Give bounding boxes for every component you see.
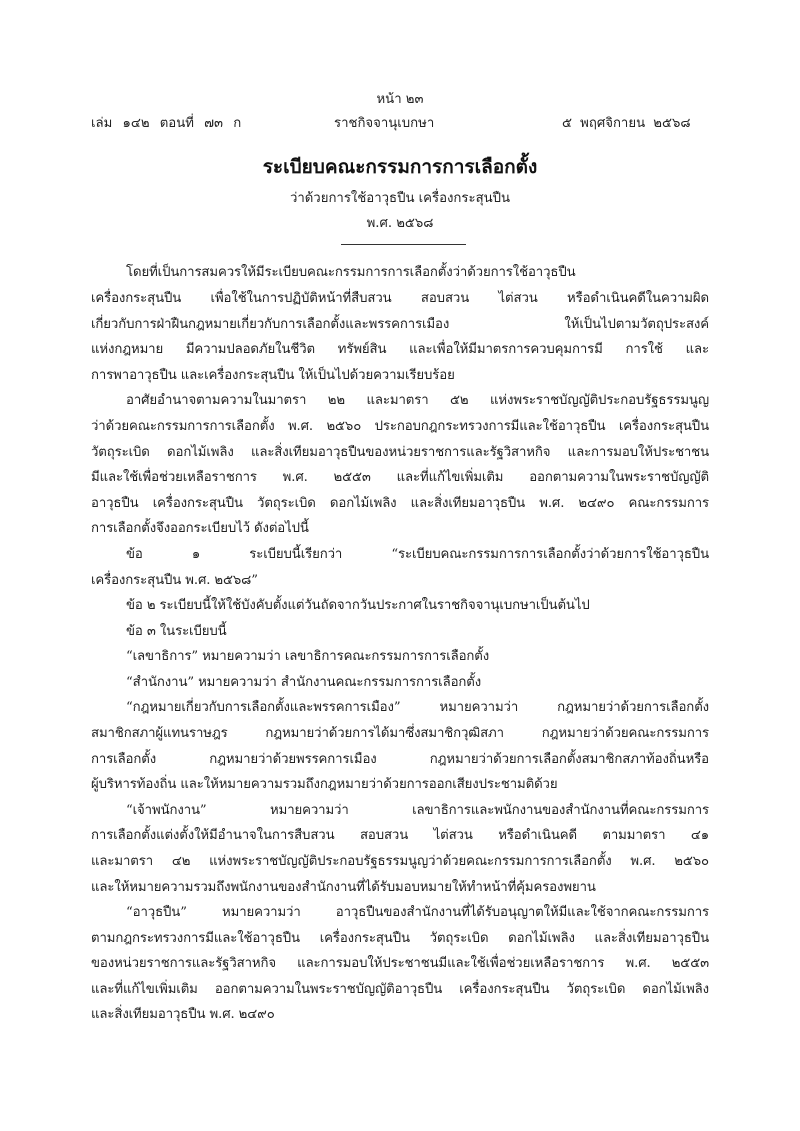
body-line: อาศัยอำนาจตามความในมาตรา ๒๒ และมาตรา ๕๒ แห่งพระราชบัญญัติประกอบรัฐธรรมนูญ: [126, 393, 709, 408]
definition-firearm: “อาวุธปืน” หมายความว่า อาวุธปืนของสำนักงานที่ได้รับอนุญาตให้มีและใช้จากคณะกรรมการ: [126, 905, 709, 920]
gazette-volume-issue: เล่ม ๑๔๒ ตอนที่ ๗๓ ก: [91, 116, 242, 131]
definition-officer: “เจ้าพนักงาน” หมายความว่า เลขาธิการและพนักงานของสำนักงานที่คณะกรรมการ: [126, 803, 709, 818]
body-line: ของหน่วยราชการและรัฐวิสาหกิจ และการมอบให้ประชาชนมีและใช้เพื่อช่วยเหลือราชการ พ.ศ. ๒๕๕๓: [91, 956, 709, 971]
body-line: และสิ่งเทียมอาวุธปืน พ.ศ. ๒๔๙๐: [91, 1007, 275, 1022]
body-line: ผู้บริหารท้องถิ่น และให้หมายความรวมถึงกฎหมายว่าด้วยการออกเสียงประชามติด้วย: [91, 777, 558, 792]
body-line: สมาชิกสภาผู้แทนราษฎร กฎหมายว่าด้วยการได้มาซึ่งสมาชิกวุฒิสภา กฎหมายว่าด้วยคณะกรรมการ: [91, 726, 709, 741]
clause-1: ข้อ ๑ ระเบียบนี้เรียกว่า “ระเบียบคณะกรรมการการเลือกตั้งว่าด้วยการใช้อาวุธปืน: [126, 547, 709, 562]
clause-3: ข้อ ๓ ในระเบียบนี้: [126, 624, 227, 639]
body-line: การเลือกตั้งแต่งตั้งให้มีอำนาจในการสืบสวน สอบสวน ไต่สวน หรือดำเนินคดี ตามมาตรา ๔๑: [91, 828, 709, 843]
body-line: มีและใช้เพื่อช่วยเหลือราชการ พ.ศ. ๒๕๕๓ และที่แก้ไขเพิ่มเติม ออกตามความในพระราชบัญญัติ: [91, 470, 709, 485]
gazette-date: ๕ พฤศจิกายน ๒๕๖๘: [562, 116, 691, 131]
gazette-name: ราชกิจจานุเบกษา: [334, 116, 435, 131]
body-line: ตามกฎกระทรวงการมีและใช้อาวุธปืน เครื่องกระสุนปืน วัตถุระเบิด ดอกไม้เพลิง และสิ่งเทียมอาวุธปืน: [91, 931, 709, 946]
body-line: วัตถุระเบิด ดอกไม้เพลิง และสิ่งเทียมอาวุธปืนของหน่วยราชการและรัฐวิสาหกิจ และการมอบให้ประชาชน: [91, 445, 709, 460]
document-year: พ.ศ. ๒๕๖๘: [366, 216, 434, 231]
document-subtitle: ว่าด้วยการใช้อาวุธปืน เครื่องกระสุนปืน: [289, 191, 511, 206]
body-line: เครื่องกระสุนปืน เพื่อใช้ในการปฏิบัติหน้าที่สืบสวน สอบสวน ไต่สวน หรือดำเนินคดีในความผิด: [91, 291, 709, 306]
body-line: อาวุธปืน เครื่องกระสุนปืน วัตถุระเบิด ดอกไม้เพลิง และสิ่งเทียมอาวุธปืน พ.ศ. ๒๔๙๐ คณะกรรมการ: [91, 496, 709, 511]
body-line: แห่งกฎหมาย มีความปลอดภัยในชีวิต ทรัพย์สิน และเพื่อให้มีมาตรการควบคุมการมี การใช้ และ: [91, 342, 709, 357]
body-line: ว่าด้วยคณะกรรมการการเลือกตั้ง พ.ศ. ๒๕๖๐ ประกอบกฎกระทรวงการมีและใช้อาวุธปืน เครื่องกระสุนปืน: [91, 419, 709, 434]
definition-office: “สำนักงาน” หมายความว่า สำนักงานคณะกรรมการการเลือกตั้ง: [126, 675, 482, 690]
clause-2: ข้อ ๒ ระเบียบนี้ให้ใช้บังคับตั้งแต่วันถัดจากวันประกาศในราชกิจจานุเบกษาเป็นต้นไป: [126, 598, 590, 613]
body-line: เครื่องกระสุนปืน พ.ศ. ๒๕๖๘”: [91, 573, 258, 588]
body-line: โดยที่เป็นการสมควรให้มีระเบียบคณะกรรมการการเลือกตั้งว่าด้วยการใช้อาวุธปืน: [126, 265, 576, 280]
page-number: หน้า ๒๓: [376, 92, 424, 107]
body-line: และมาตรา ๔๒ แห่งพระราชบัญญัติประกอบรัฐธรรมนูญว่าด้วยคณะกรรมการการเลือกตั้ง พ.ศ. ๒๕๖๐: [91, 854, 709, 869]
title-divider: [341, 244, 466, 245]
body-line: และที่แก้ไขเพิ่มเติม ออกตามความในพระราชบัญญัติอาวุธปืน เครื่องกระสุนปืน วัตถุระเบิด ดอกไม้เพลิง: [91, 982, 709, 997]
body-line: เกี่ยวกับการฝ่าฝืนกฎหมายเกี่ยวกับการเลือกตั้งและพรรคการเมือง ให้เป็นไปตามวัตถุประสงค์: [91, 317, 709, 332]
definition-election-law: “กฎหมายเกี่ยวกับการเลือกตั้งและพรรคการเมือง” หมายความว่า กฎหมายว่าด้วยการเลือกตั้ง: [126, 700, 709, 715]
definition-secretary-general: “เลขาธิการ” หมายความว่า เลขาธิการคณะกรรมการการเลือกตั้ง: [126, 649, 490, 664]
body-line: และให้หมายความรวมถึงพนักงานของสำนักงานที่ได้รับมอบหมายให้ทำหน้าที่คุ้มครองพยาน: [91, 880, 596, 895]
body-line: การเลือกตั้งจึงออกระเบียบไว้ ดังต่อไปนี้: [91, 521, 309, 536]
document-title: ระเบียบคณะกรรมการการเลือกตั้ง: [262, 156, 538, 178]
body-line: การเลือกตั้ง กฎหมายว่าด้วยพรรคการเมือง กฎหมายว่าด้วยการเลือกตั้งสมาชิกสภาท้องถิ่นหรือ: [91, 752, 709, 767]
body-line: การพาอาวุธปืน และเครื่องกระสุนปืน ให้เป็นไปด้วยความเรียบร้อย: [91, 368, 455, 383]
